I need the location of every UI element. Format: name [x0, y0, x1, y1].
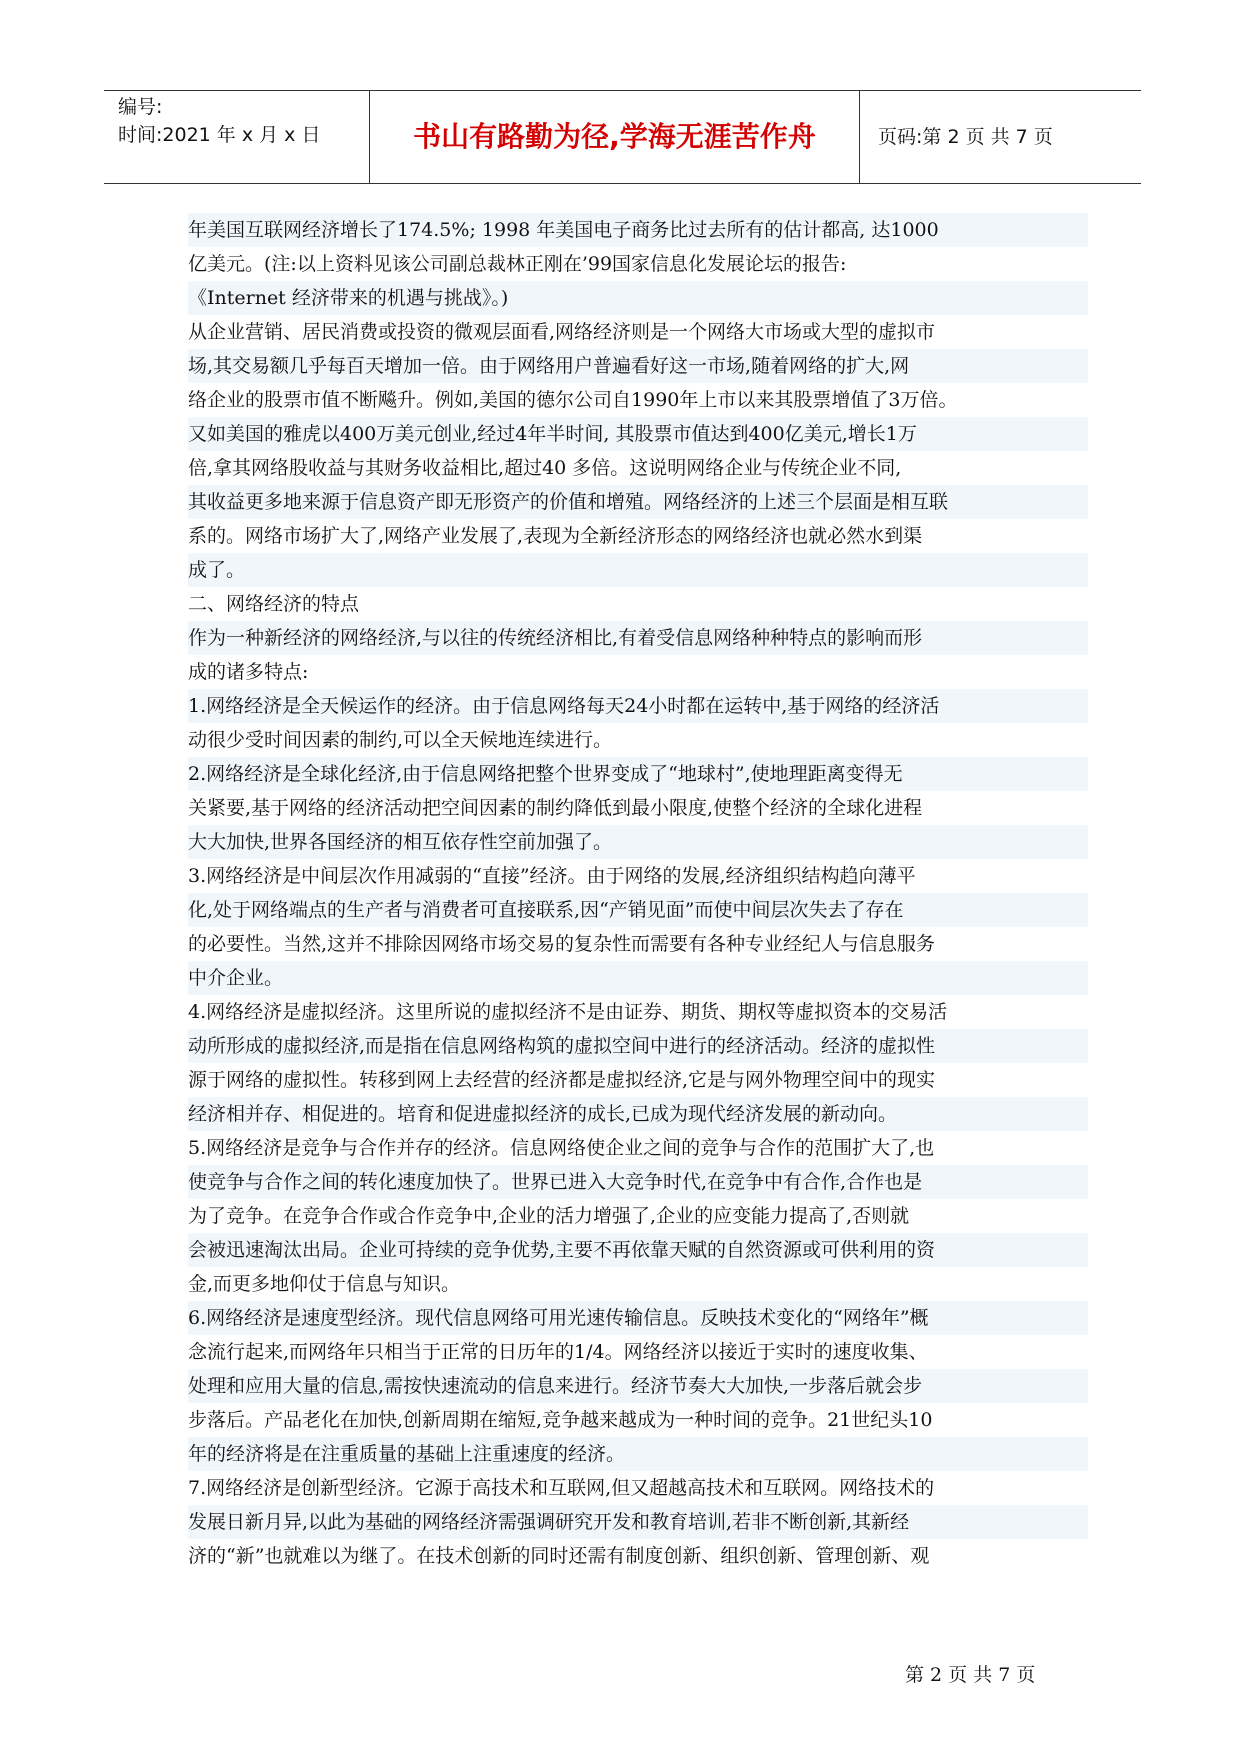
- body-text-line: 年美国互联网经济增长了174.5%; 1998 年美国电子商务比过去所有的估计都高, 达1000: [188, 213, 1088, 247]
- body-text-line: 7.网络经济是创新型经济。它源于高技术和互联网,但又超越高技术和互联网。网络技术的: [188, 1471, 1088, 1505]
- body-text-line: 3.网络经济是中间层次作用减弱的“直接”经济。由于网络的发展,经济组织结构趋向薄平: [188, 859, 1088, 893]
- document-body: [188, 213, 1088, 1573]
- document-number-label: 编号:: [118, 96, 163, 118]
- body-text-line: 作为一种新经济的网络经济,与以往的传统经济相比,有着受信息网络种种特点的影响而形: [188, 621, 1088, 655]
- body-text-line: 关紧要,基于网络的经济活动把空间因素的制约降低到最小限度,使整个经济的全球化进程: [188, 791, 1088, 825]
- body-text-line: 其收益更多地来源于信息资产即无形资产的价值和增殖。网络经济的上述三个层面是相互联: [188, 485, 1088, 519]
- body-text-line: 系的。网络市场扩大了,网络产业发展了,表现为全新经济形态的网络经济也就必然水到渠: [188, 519, 1088, 553]
- body-text-line: 亿美元。(注:以上资料见该公司副总裁林正刚在’99国家信息化发展论坛的报告:: [188, 247, 1088, 281]
- body-text-line: 从企业营销、居民消费或投资的微观层面看,网络经济则是一个网络大市场或大型的虚拟市: [188, 315, 1088, 349]
- body-text-line: 1.网络经济是全天候运作的经济。由于信息网络每天24小时都在运转中,基于网络的经济活: [188, 689, 1088, 723]
- body-text-line: 《Internet 经济带来的机遇与挑战》。): [188, 281, 1088, 315]
- header-page-number: 页码:第 2 页 共 7 页: [878, 126, 1053, 148]
- page-footer: 第 2 页 共 7 页: [905, 1664, 1036, 1686]
- header-motto: 书山有路勤为径,学海无涯苦作舟: [370, 91, 860, 183]
- body-text-line: 为了竞争。在竞争合作或合作竞争中,企业的活力增强了,企业的应变能力提高了,否则就: [188, 1199, 1088, 1233]
- body-text-line: 场,其交易额几乎每百天增加一倍。由于网络用户普遍看好这一市场,随着网络的扩大,网: [188, 349, 1088, 383]
- body-text-line: 发展日新月异,以此为基础的网络经济需强调研究开发和教育培训,若非不断创新,其新经: [188, 1505, 1088, 1539]
- body-text-line: 2.网络经济是全球化经济,由于信息网络把整个世界变成了“地球村”,使地理距离变得无: [188, 757, 1088, 791]
- body-text-line: 4.网络经济是虚拟经济。这里所说的虚拟经济不是由证券、期货、期权等虚拟资本的交易活: [188, 995, 1088, 1029]
- document-date-label: 时间:2021 年 x 月 x 日: [118, 124, 321, 146]
- header-meta: [104, 91, 370, 183]
- body-text-line: 5.网络经济是竞争与合作并存的经济。信息网络使企业之间的竞争与合作的范围扩大了,也: [188, 1131, 1088, 1165]
- body-text-line: 又如美国的雅虎以400万美元创业,经过4年半时间, 其股票市值达到400亿美元,增长1万: [188, 417, 1088, 451]
- body-text-line: 中介企业。: [188, 961, 1088, 995]
- body-text-line: 化,处于网络端点的生产者与消费者可直接联系,因“产销见面”而使中间层次失去了存在: [188, 893, 1088, 927]
- body-text-line: 成的诸多特点:: [188, 655, 1088, 689]
- body-text-line: 念流行起来,而网络年只相当于正常的日历年的1/4。网络经济以接近于实时的速度收集、: [188, 1335, 1088, 1369]
- body-text-line: 的必要性。当然,这并不排除因网络市场交易的复杂性而需要有各种专业经纪人与信息服务: [188, 927, 1088, 961]
- body-text-line: 步落后。产品老化在加快,创新周期在缩短,竞争越来越成为一种时间的竞争。21世纪头10: [188, 1403, 1088, 1437]
- body-text-line: 二、网络经济的特点: [188, 587, 1088, 621]
- body-text-line: 倍,拿其网络股收益与其财务收益相比,超过40 多倍。这说明网络企业与传统企业不同,: [188, 451, 1088, 485]
- body-text-line: 金,而更多地仰仗于信息与知识。: [188, 1267, 1088, 1301]
- body-text-line: 年的经济将是在注重质量的基础上注重速度的经济。: [188, 1437, 1088, 1471]
- body-text-line: 处理和应用大量的信息,需按快速流动的信息来进行。经济节奏大大加快,一步落后就会步: [188, 1369, 1088, 1403]
- body-text-line: 6.网络经济是速度型经济。现代信息网络可用光速传输信息。反映技术变化的“网络年”概: [188, 1301, 1088, 1335]
- body-text-line: 动很少受时间因素的制约,可以全天候地连续进行。: [188, 723, 1088, 757]
- body-text-line: 济的“新”也就难以为继了。在技术创新的同时还需有制度创新、组织创新、管理创新、观: [188, 1539, 1088, 1573]
- body-text-line: 成了。: [188, 553, 1088, 587]
- body-text-line: 络企业的股票市值不断飚升。例如,美国的德尔公司自1990年上市以来其股票增值了3万倍。: [188, 383, 1088, 417]
- page-header: [104, 90, 1141, 184]
- body-text-line: 使竞争与合作之间的转化速度加快了。世界已进入大竞争时代,在竞争中有合作,合作也是: [188, 1165, 1088, 1199]
- body-text-line: 源于网络的虚拟性。转移到网上去经营的经济都是虚拟经济,它是与网外物理空间中的现实: [188, 1063, 1088, 1097]
- body-text-line: 会被迅速淘汰出局。企业可持续的竞争优势,主要不再依靠天赋的自然资源或可供利用的资: [188, 1233, 1088, 1267]
- body-text-line: 大大加快,世界各国经济的相互依存性空前加强了。: [188, 825, 1088, 859]
- body-text-line: 经济相并存、相促进的。培育和促进虚拟经济的成长,已成为现代经济发展的新动向。: [188, 1097, 1088, 1131]
- body-text-line: 动所形成的虚拟经济,而是指在信息网络构筑的虚拟空间中进行的经济活动。经济的虚拟性: [188, 1029, 1088, 1063]
